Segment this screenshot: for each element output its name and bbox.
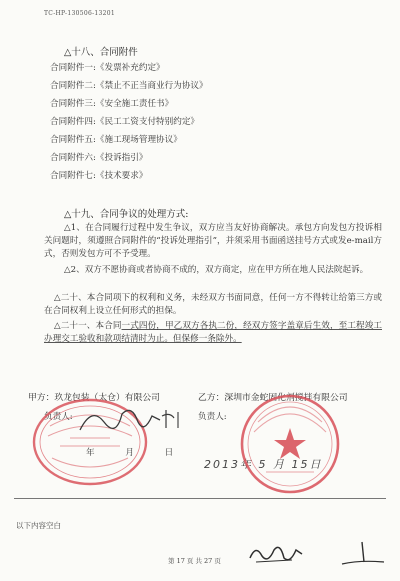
attachment-name: 《发票补充约定》 <box>95 63 165 73</box>
section-20-paragraph: △二十、本合同项下的权利和义务，未经双方书面同意，任何一方不得转让给第三方或在合同权利上设立任何形式的担保。 <box>44 293 382 317</box>
party-a-signature <box>78 400 188 440</box>
section-18-title: △十八、合同附件 <box>64 47 138 58</box>
attachment-label: 合同附件七: <box>50 171 96 181</box>
attachment-name: 《安全施工责任书》 <box>95 99 174 109</box>
attachment-label: 合同附件四: <box>50 117 96 127</box>
section-21-lead: △二十一、本合同 <box>54 321 122 331</box>
party-b-company-seal <box>238 392 342 496</box>
attachment-row-6 <box>50 151 147 163</box>
section-19-paragraph-2: △2、双方不愿协商或者协商不成的，双方商定，应在甲方所在地人民法院起诉。 <box>64 265 369 275</box>
party-b-handwritten-date: 2013年 5 月 15日 <box>204 458 323 471</box>
document-code: TC-HP-130506-13201 <box>44 10 116 17</box>
attachment-row-7 <box>50 169 147 181</box>
attachment-name: 《投诉指引》 <box>95 153 148 163</box>
attachment-name: 《民工工资支付特别约定》 <box>95 117 200 127</box>
section-19-paragraph-1: △1、在合同履行过程中发生争议，双方应当友好协商解决。承包方向发包方投诉相关问题时，须遵照合同附件的“投诉处理指引”，并须采用书面函送挂号方式或发e-mail方式，否则发包方可不予受理。 <box>44 223 382 260</box>
page-number: 第 17 页 共 27 页 <box>168 557 221 565</box>
attachment-row-2 <box>50 79 208 91</box>
party-b: 乙方：深圳市金蛇固化剂搅拌有限公司 <box>198 393 348 403</box>
bottom-signature <box>246 540 306 568</box>
party-b-signer-label: 负责人: <box>198 412 227 422</box>
attachment-row-5 <box>50 133 182 145</box>
section-19-title: △十九、合同争议的处理方式: <box>64 209 189 220</box>
attachment-row-1 <box>50 61 165 73</box>
section-21-paragraph <box>44 320 382 346</box>
attachment-name: 《技术要求》 <box>95 171 148 181</box>
blank-below-note: 以下内容空白 <box>16 521 61 530</box>
attachment-label: 合同附件二: <box>50 81 96 91</box>
attachment-label: 合同附件六: <box>50 153 96 163</box>
party-a-date: 年 月 日 <box>86 448 188 458</box>
attachment-label: 合同附件一: <box>50 63 96 73</box>
attachment-label: 合同附件三: <box>50 99 96 109</box>
attachment-name: 《禁止不正当商业行为协议》 <box>95 81 208 91</box>
attachment-name: 《施工现场管理协议》 <box>95 135 182 145</box>
section-21-underlined: 一式四份，甲乙双方各执二份，经双方签字盖章后生效，至工程竣工办理交工验收和款项结清时为止。但保修一条除外。 <box>44 321 382 345</box>
attachment-row-4 <box>50 115 199 127</box>
bottom-initial-mark <box>340 538 390 570</box>
party-a: 甲方：玖龙包装（太仓）有限公司 <box>28 393 160 403</box>
party-a-signer-label: 负责人: <box>44 412 73 422</box>
divider-line <box>14 498 386 499</box>
attachment-row-3 <box>50 97 173 109</box>
attachment-label: 合同附件五: <box>50 135 96 145</box>
